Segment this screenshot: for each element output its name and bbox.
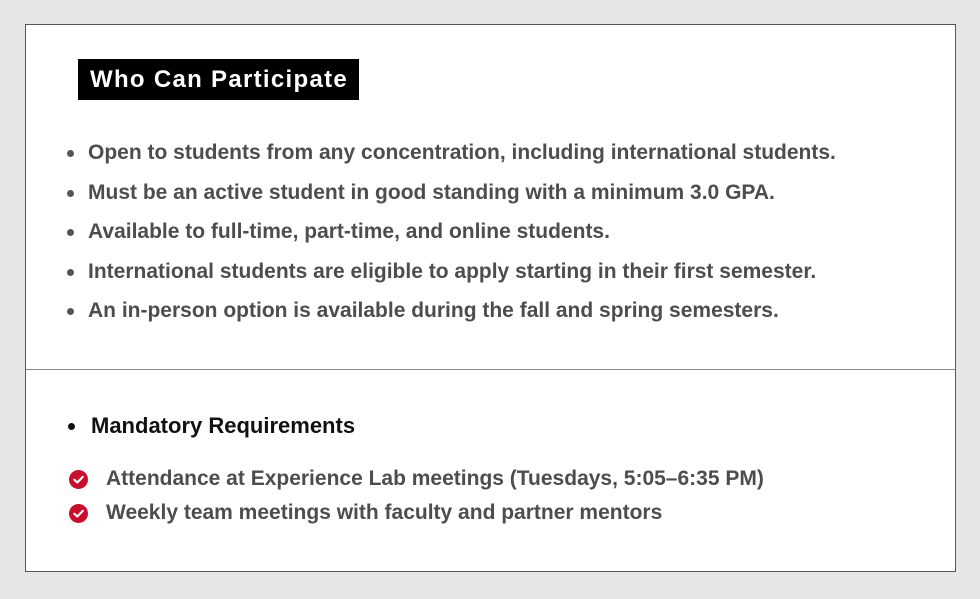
eligibility-item: An in-person option is available during the fall and spring semesters. (63, 296, 836, 336)
section-heading: Who Can Participate (78, 59, 359, 100)
check-circle-icon (69, 470, 88, 489)
eligibility-item: International students are eligible to apply starting in their first semester. (63, 257, 836, 297)
eligibility-item: Available to full-time, part-time, and online students. (63, 217, 836, 257)
requirement-text: Attendance at Experience Lab meetings (Tuesdays, 5:05–6:35 PM) (106, 467, 764, 490)
requirements-heading: Mandatory Requirements (66, 411, 355, 441)
participation-card (25, 24, 956, 572)
eligibility-item: Must be an active student in good standing with a minimum 3.0 GPA. (63, 178, 836, 218)
requirement-item (69, 496, 764, 530)
requirement-text: Weekly team meetings with faculty and partner mentors (106, 501, 663, 524)
eligibility-item: Open to students from any concentration, including international students. (63, 138, 836, 178)
requirements-list (69, 462, 764, 530)
eligibility-list (63, 138, 836, 336)
requirement-item (69, 462, 764, 496)
check-circle-icon (69, 504, 88, 523)
section-divider (26, 369, 955, 370)
